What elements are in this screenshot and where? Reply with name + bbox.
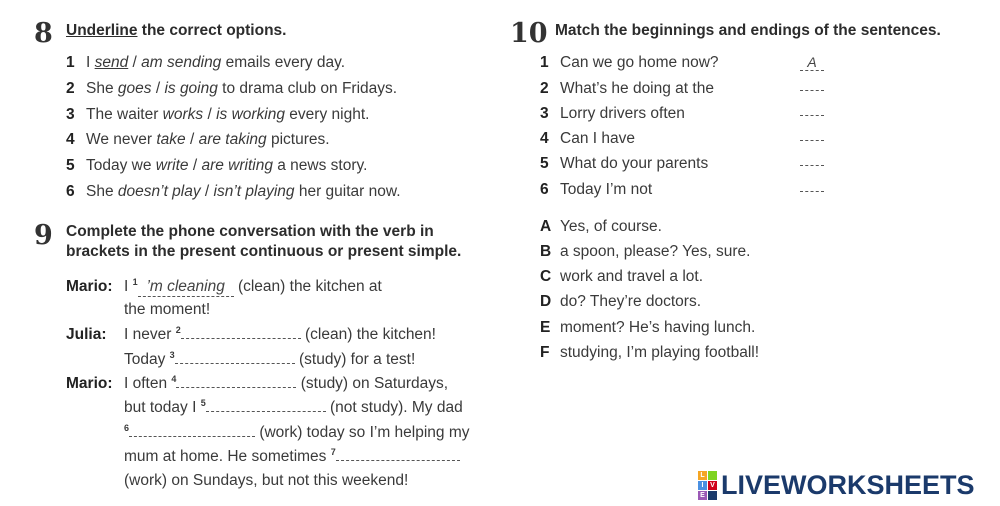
- ex10-beginning-4: 4 Can I have: [540, 130, 635, 147]
- option-1[interactable]: take: [156, 131, 186, 148]
- option-1[interactable]: write: [155, 157, 189, 174]
- answer-blank-5[interactable]: [206, 410, 326, 412]
- speaker-mario: Mario:: [66, 278, 113, 295]
- ex10-ending-B: B a spoon, please? Yes, sure.: [540, 243, 751, 260]
- dialogue-line-1: Mario: I $^1$ ’m cleaning (clean) the kitchen at: [66, 277, 382, 295]
- answer-1[interactable]: ’m cleaning: [138, 278, 234, 297]
- answer-blank-4[interactable]: [176, 386, 296, 388]
- exercise-8-title-rest: the correct options.: [137, 22, 287, 39]
- dialogue-line-8: mum at home. He sometimes $^7$: [124, 447, 460, 466]
- option-1[interactable]: goes: [117, 80, 152, 97]
- option-2[interactable]: are taking: [198, 131, 267, 148]
- exercise-9-title-line1: Complete the phone conversation with the verb in: [66, 223, 434, 240]
- dialogue-line-9: (work) on Sundays, but not this weekend!: [124, 472, 409, 489]
- dialogue-line-4: Today $^3$ (study) for a test!: [124, 350, 416, 368]
- match-answer-5[interactable]: [800, 165, 824, 166]
- dialogue-line-7: $^6$ (work) today so I’m helping my: [124, 423, 470, 441]
- ex10-beginning-6: 6 Today I’m not: [540, 181, 653, 198]
- match-answer-4[interactable]: [800, 140, 824, 141]
- exercise-8-title-underlined: Underline: [66, 22, 138, 39]
- answer-blank-7[interactable]: [336, 459, 460, 461]
- dialogue-line-3: Julia: I never $^2$ (clean) the kitchen!: [66, 325, 436, 343]
- option-2[interactable]: is going: [164, 80, 218, 97]
- liveworksheets-logo: [698, 470, 975, 500]
- ex10-ending-E: E moment? He’s having lunch.: [540, 319, 756, 336]
- dialogue-line-2: the moment!: [124, 301, 211, 318]
- match-answer-2[interactable]: [800, 90, 824, 91]
- option-2[interactable]: are writing: [201, 157, 273, 174]
- option-2[interactable]: is working: [216, 106, 285, 123]
- ex8-item-3: 3 The waiter works / is working every night.: [66, 106, 370, 123]
- logo-text: LIVEWORKSHEETS: [721, 469, 975, 500]
- exercise-8-number: 8: [34, 18, 53, 49]
- speaker-julia: Julia:: [66, 326, 107, 343]
- ex10-ending-A: A Yes, of course.: [540, 218, 662, 235]
- dialogue-line-5: Mario: I often $^4$ (study) on Saturdays,: [66, 374, 449, 392]
- option-2[interactable]: isn’t playing: [213, 183, 295, 200]
- exercise-10-number: 10: [510, 18, 548, 49]
- ex8-item-5: 5 Today we write / are writing a news story.: [66, 157, 368, 174]
- exercise-9-number: 9: [34, 220, 53, 251]
- ex10-beginning-2: 2 What’s he doing at the: [540, 80, 714, 97]
- match-answer-6[interactable]: [800, 191, 824, 192]
- logo-mark-icon: L I V E: [698, 471, 717, 500]
- dialogue-line-6: but today I $^5$ (not study). My dad: [124, 398, 463, 416]
- answer-blank-2[interactable]: [181, 337, 301, 339]
- match-answer-3[interactable]: [800, 115, 824, 116]
- option-1[interactable]: doesn’t play: [117, 183, 201, 200]
- exercise-8-title: [66, 22, 286, 40]
- ex10-ending-F: F studying, I’m playing football!: [540, 344, 760, 361]
- ex10-beginning-5: 5 What do your parents: [540, 155, 709, 172]
- match-answer-1[interactable]: A: [800, 54, 824, 71]
- ex8-item-1: 1 I send / am sending emails every day.: [66, 54, 346, 71]
- ex10-beginning-1: 1 Can we go home now?: [540, 54, 719, 71]
- option-2[interactable]: am sending: [141, 54, 222, 71]
- ex8-item-6: 6 She doesn’t play / isn’t playing her guitar now.: [66, 183, 401, 200]
- exercise-9-title-line2: brackets in the present continuous or present simple.: [66, 243, 462, 260]
- speaker-mario-2: Mario:: [66, 375, 113, 392]
- ex8-item-2: 2 She goes / is going to drama club on Fridays.: [66, 80, 398, 97]
- ex10-ending-D: D do? They’re doctors.: [540, 293, 702, 310]
- option-1[interactable]: works: [162, 106, 204, 123]
- ex10-beginning-3: 3 Lorry drivers often: [540, 105, 685, 122]
- answer-blank-3[interactable]: [175, 362, 295, 364]
- option-1[interactable]: send: [94, 54, 129, 71]
- ex10-ending-C: C work and travel a lot.: [540, 268, 704, 285]
- exercise-10-title: Match the beginnings and endings of the sentences.: [555, 22, 941, 39]
- ex8-item-4: 4 We never take / are taking pictures.: [66, 131, 330, 148]
- answer-blank-6[interactable]: [129, 435, 255, 437]
